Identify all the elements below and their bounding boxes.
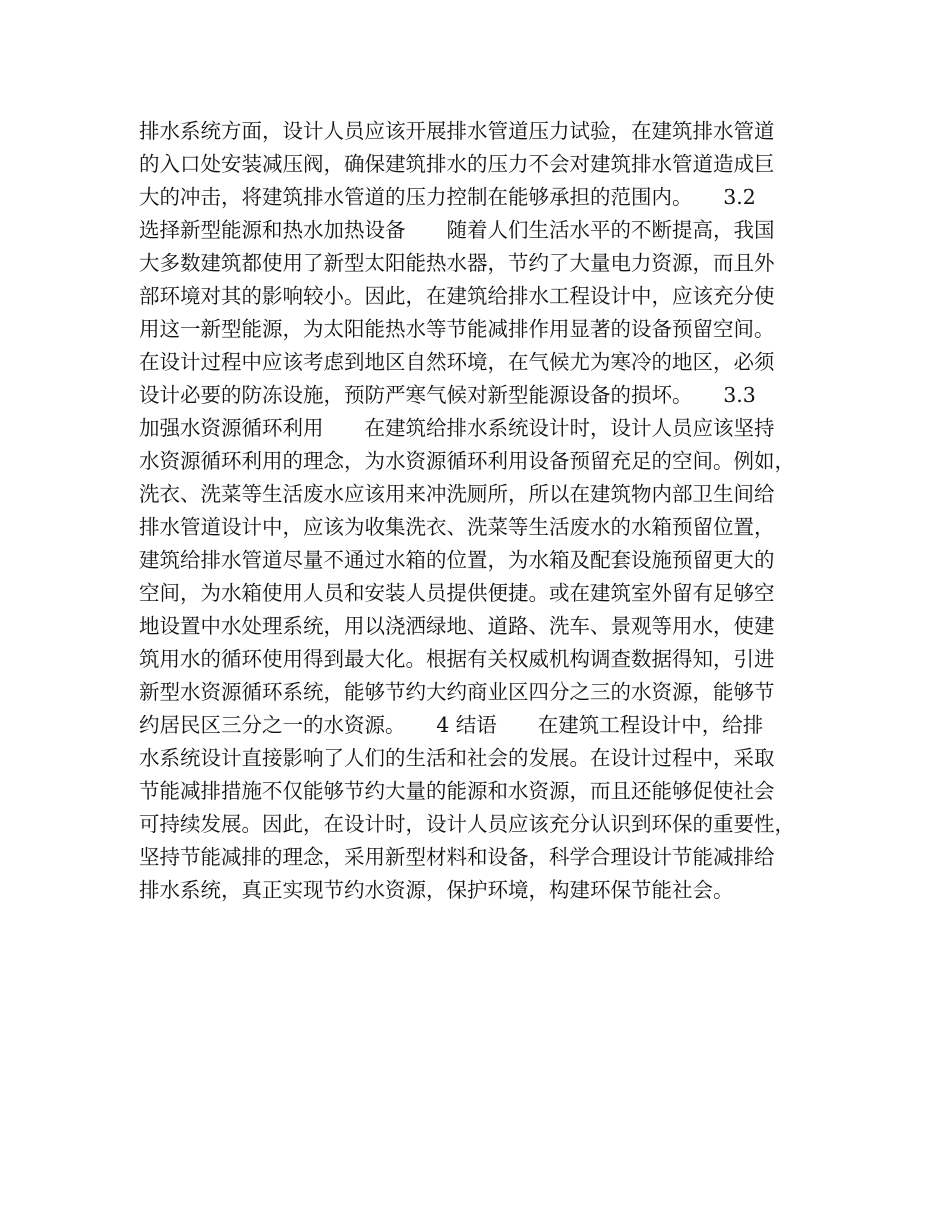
text-line: 可持续发展。因此，在设计时，设计人员应该充分认识到环保的重要性， — [139, 812, 795, 836]
text-line: 水资源循环利用的理念，为水资源循环利用设备预留充足的空间。例如， — [139, 449, 795, 473]
text-line: 排水系统方面，设计人员应该开展排水管道压力试验，在建筑排水管道 — [139, 119, 775, 143]
text-line: 的入口处安装减压阀，确保建筑排水的压力不会对建筑排水管道造成巨 — [139, 152, 775, 176]
text-line: 水系统设计直接影响了人们的生活和社会的发展。在设计过程中，采取 — [139, 746, 775, 770]
text-line: 排水系统，真正实现节约水资源，保护环境，构建环保节能社会。 — [139, 878, 734, 902]
text-line: 坚持节能减排的理念，采用新型材料和设备，科学合理设计节能减排给 — [139, 845, 775, 869]
text-line: 大多数建筑都使用了新型太阳能热水器，节约了大量电力资源，而且外 — [139, 251, 775, 275]
text-line: 新型水资源循环系统，能够节约大约商业区四分之三的水资源，能够节 — [139, 680, 775, 704]
text-line: 节能减排措施不仅能够节约大量的能源和水资源，而且还能够促使社会 — [139, 779, 775, 803]
text-line: 大的冲击，将建筑排水管道的压力控制在能够承担的范围内。 3.2 — [139, 185, 756, 209]
text-line: 洗衣、洗菜等生活废水应该用来冲洗厕所，所以在建筑物内部卫生间给 — [139, 482, 775, 506]
text-line: 约居民区三分之一的水资源。 4 结语 在建筑工程设计中，给排 — [139, 713, 764, 737]
text-line: 部环境对其的影响较小。因此，在建筑给排水工程设计中，应该充分使 — [139, 284, 775, 308]
text-line: 建筑给排水管道尽量不通过水箱的位置，为水箱及配套设施预留更大的 — [139, 548, 775, 572]
body-paragraph — [139, 115, 839, 907]
text-line: 设计必要的防冻设施，预防严寒气候对新型能源设备的损坏。 3.3 — [139, 383, 756, 407]
text-line: 用这一新型能源，为太阳能热水等节能减排作用显著的设备预留空间。 — [139, 317, 775, 341]
text-line: 在设计过程中应该考虑到地区自然环境，在气候尤为寒冷的地区，必须 — [139, 350, 775, 374]
text-line: 加强水资源循环利用 在建筑给排水系统设计时，设计人员应该坚持 — [139, 416, 775, 440]
text-line: 选择新型能源和热水加热设备 随着人们生活水平的不断提高，我国 — [139, 218, 775, 242]
text-line: 地设置中水处理系统，用以浇洒绿地、道路、洗车、景观等用水，使建 — [139, 614, 775, 638]
text-line: 筑用水的循环使用得到最大化。根据有关权威机构调查数据得知，引进 — [139, 647, 775, 671]
text-line: 空间，为水箱使用人员和安装人员提供便捷。或在建筑室外留有足够空 — [139, 581, 775, 605]
text-line: 排水管道设计中，应该为收集洗衣、洗菜等生活废水的水箱预留位置， — [139, 515, 775, 539]
